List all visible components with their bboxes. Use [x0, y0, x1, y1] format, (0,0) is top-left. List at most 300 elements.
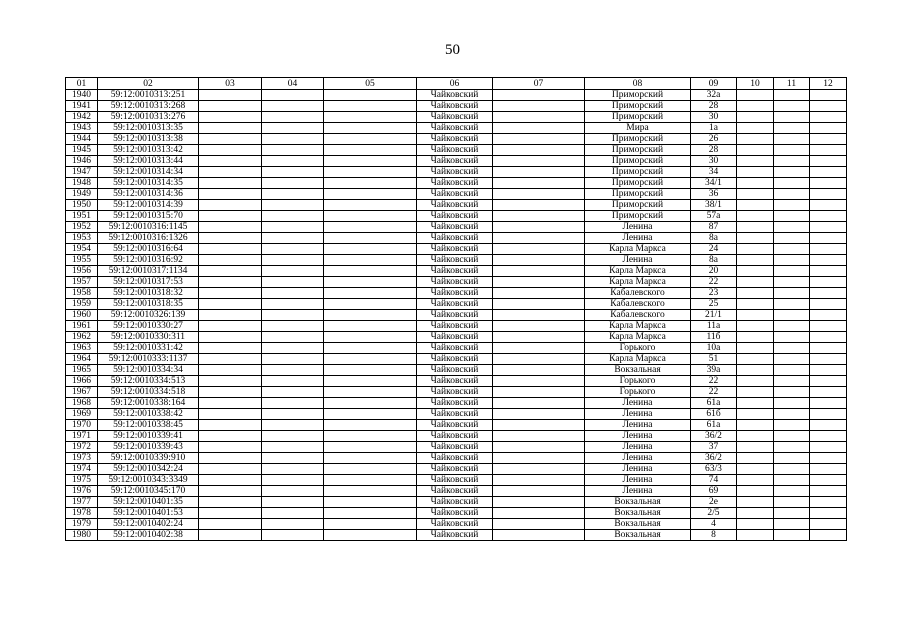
- col-10-cell: [737, 519, 774, 530]
- col-03-cell: [199, 255, 262, 266]
- col-05-cell: [324, 321, 417, 332]
- table-row: [66, 519, 847, 530]
- house-number-cell: 4: [691, 519, 737, 530]
- col-10-cell: [737, 321, 774, 332]
- col-05-cell: [324, 200, 417, 211]
- row-number-cell: 1959: [66, 299, 98, 310]
- cadastral-number-cell: 59:12:0010313:276: [98, 112, 199, 123]
- col-05-cell: [324, 409, 417, 420]
- col-10-cell: [737, 200, 774, 211]
- city-cell: Чайковский: [417, 442, 493, 453]
- col-03-cell: [199, 123, 262, 134]
- city-cell: Чайковский: [417, 519, 493, 530]
- col-12-cell: [810, 156, 847, 167]
- street-cell: Вокзальная: [585, 519, 691, 530]
- col-03-cell: [199, 321, 262, 332]
- col-03-cell: [199, 101, 262, 112]
- row-number-cell: 1980: [66, 530, 98, 541]
- street-cell: Мира: [585, 123, 691, 134]
- col-04-cell: [262, 222, 324, 233]
- cadastral-number-cell: 59:12:0010345:170: [98, 486, 199, 497]
- col-07-cell: [493, 464, 585, 475]
- street-cell: Ленина: [585, 486, 691, 497]
- table-row: [66, 211, 847, 222]
- col-04-cell: [262, 178, 324, 189]
- col-10-cell: [737, 343, 774, 354]
- cadastral-number-cell: 59:12:0010314:34: [98, 167, 199, 178]
- house-number-cell: 20: [691, 266, 737, 277]
- col-03-cell: [199, 90, 262, 101]
- col-10-cell: [737, 354, 774, 365]
- col-03-cell: [199, 398, 262, 409]
- col-11-cell: [774, 134, 810, 145]
- col-11-cell: [774, 387, 810, 398]
- row-number-cell: 1955: [66, 255, 98, 266]
- table-row: [66, 398, 847, 409]
- col-11-cell: [774, 431, 810, 442]
- col-04-cell: [262, 398, 324, 409]
- col-05-cell: [324, 145, 417, 156]
- col-12-cell: [810, 530, 847, 541]
- col-12-cell: [810, 123, 847, 134]
- col-07-cell: [493, 343, 585, 354]
- col-03-cell: [199, 475, 262, 486]
- col-05-cell: [324, 266, 417, 277]
- col-04-cell: [262, 156, 324, 167]
- col-05-cell: [324, 497, 417, 508]
- col-12-cell: [810, 134, 847, 145]
- col-11-cell: [774, 310, 810, 321]
- street-cell: Приморский: [585, 211, 691, 222]
- col-10-cell: [737, 167, 774, 178]
- house-number-cell: 11а: [691, 321, 737, 332]
- row-number-cell: 1956: [66, 266, 98, 277]
- street-cell: Горького: [585, 376, 691, 387]
- house-number-cell: 8а: [691, 233, 737, 244]
- col-04-cell: [262, 409, 324, 420]
- col-04-cell: [262, 376, 324, 387]
- street-cell: Вокзальная: [585, 497, 691, 508]
- col-04-cell: [262, 464, 324, 475]
- col-07-cell: [493, 519, 585, 530]
- street-cell: Ленина: [585, 409, 691, 420]
- col-10-cell: [737, 189, 774, 200]
- col-03-cell: [199, 354, 262, 365]
- row-number-cell: 1964: [66, 354, 98, 365]
- col-04-cell: [262, 200, 324, 211]
- house-number-cell: 25: [691, 299, 737, 310]
- city-cell: Чайковский: [417, 200, 493, 211]
- col-05-cell: [324, 288, 417, 299]
- col-10-cell: [737, 178, 774, 189]
- col-03-cell: [199, 310, 262, 321]
- house-number-cell: 21/1: [691, 310, 737, 321]
- street-cell: Ленина: [585, 475, 691, 486]
- col-12-cell: [810, 310, 847, 321]
- col-12-cell: [810, 112, 847, 123]
- cadastral-number-cell: 59:12:0010334:34: [98, 365, 199, 376]
- col-03-cell: [199, 134, 262, 145]
- table-row: [66, 167, 847, 178]
- col-03-cell: [199, 376, 262, 387]
- table-row: [66, 178, 847, 189]
- col-04-cell: [262, 530, 324, 541]
- column-header-02: 02: [98, 78, 199, 90]
- house-number-cell: 28: [691, 145, 737, 156]
- table-row: [66, 266, 847, 277]
- col-12-cell: [810, 222, 847, 233]
- col-11-cell: [774, 277, 810, 288]
- city-cell: Чайковский: [417, 354, 493, 365]
- col-11-cell: [774, 464, 810, 475]
- cadastral-number-cell: 59:12:0010313:35: [98, 123, 199, 134]
- col-10-cell: [737, 420, 774, 431]
- col-05-cell: [324, 365, 417, 376]
- house-number-cell: 36/2: [691, 453, 737, 464]
- col-10-cell: [737, 288, 774, 299]
- city-cell: Чайковский: [417, 134, 493, 145]
- table-row: [66, 464, 847, 475]
- row-number-cell: 1971: [66, 431, 98, 442]
- house-number-cell: 34: [691, 167, 737, 178]
- header-row: [66, 78, 847, 90]
- street-cell: Ленина: [585, 442, 691, 453]
- row-number-cell: 1975: [66, 475, 98, 486]
- col-03-cell: [199, 365, 262, 376]
- col-10-cell: [737, 442, 774, 453]
- col-10-cell: [737, 409, 774, 420]
- col-10-cell: [737, 497, 774, 508]
- col-12-cell: [810, 475, 847, 486]
- col-05-cell: [324, 222, 417, 233]
- house-number-cell: 2е: [691, 497, 737, 508]
- table-row: [66, 101, 847, 112]
- col-12-cell: [810, 244, 847, 255]
- col-11-cell: [774, 321, 810, 332]
- table-row: [66, 277, 847, 288]
- street-cell: Приморский: [585, 145, 691, 156]
- street-cell: Ленина: [585, 431, 691, 442]
- house-number-cell: 51: [691, 354, 737, 365]
- col-05-cell: [324, 299, 417, 310]
- col-04-cell: [262, 310, 324, 321]
- table-row: [66, 453, 847, 464]
- house-number-cell: 30: [691, 156, 737, 167]
- street-cell: Ленина: [585, 420, 691, 431]
- col-04-cell: [262, 101, 324, 112]
- house-number-cell: 32а: [691, 90, 737, 101]
- cadastral-number-cell: 59:12:0010339:41: [98, 431, 199, 442]
- col-12-cell: [810, 486, 847, 497]
- col-07-cell: [493, 310, 585, 321]
- col-07-cell: [493, 431, 585, 442]
- row-number-cell: 1965: [66, 365, 98, 376]
- row-number-cell: 1949: [66, 189, 98, 200]
- col-07-cell: [493, 156, 585, 167]
- col-07-cell: [493, 486, 585, 497]
- city-cell: Чайковский: [417, 189, 493, 200]
- cadastral-number-cell: 59:12:0010316:1145: [98, 222, 199, 233]
- street-cell: Карла Маркса: [585, 354, 691, 365]
- col-07-cell: [493, 277, 585, 288]
- col-03-cell: [199, 277, 262, 288]
- col-05-cell: [324, 134, 417, 145]
- cadastral-number-cell: 59:12:0010326:139: [98, 310, 199, 321]
- col-07-cell: [493, 332, 585, 343]
- col-10-cell: [737, 464, 774, 475]
- table-row: [66, 530, 847, 541]
- col-07-cell: [493, 112, 585, 123]
- col-07-cell: [493, 398, 585, 409]
- col-12-cell: [810, 277, 847, 288]
- col-12-cell: [810, 299, 847, 310]
- col-04-cell: [262, 277, 324, 288]
- col-03-cell: [199, 233, 262, 244]
- row-number-cell: 1969: [66, 409, 98, 420]
- col-11-cell: [774, 475, 810, 486]
- cadastral-number-cell: 59:12:0010401:35: [98, 497, 199, 508]
- table-row: [66, 354, 847, 365]
- col-10-cell: [737, 277, 774, 288]
- row-number-cell: 1952: [66, 222, 98, 233]
- street-cell: Приморский: [585, 101, 691, 112]
- col-11-cell: [774, 398, 810, 409]
- col-11-cell: [774, 420, 810, 431]
- city-cell: Чайковский: [417, 222, 493, 233]
- row-number-cell: 1966: [66, 376, 98, 387]
- col-12-cell: [810, 90, 847, 101]
- col-05-cell: [324, 332, 417, 343]
- col-07-cell: [493, 508, 585, 519]
- col-05-cell: [324, 431, 417, 442]
- city-cell: Чайковский: [417, 387, 493, 398]
- col-11-cell: [774, 101, 810, 112]
- street-cell: Приморский: [585, 112, 691, 123]
- col-11-cell: [774, 189, 810, 200]
- row-number-cell: 1943: [66, 123, 98, 134]
- house-number-cell: 87: [691, 222, 737, 233]
- house-number-cell: 61а: [691, 420, 737, 431]
- house-number-cell: 36: [691, 189, 737, 200]
- cadastral-number-cell: 59:12:0010334:518: [98, 387, 199, 398]
- street-cell: Вокзальная: [585, 508, 691, 519]
- col-03-cell: [199, 266, 262, 277]
- col-07-cell: [493, 222, 585, 233]
- col-04-cell: [262, 420, 324, 431]
- city-cell: Чайковский: [417, 277, 493, 288]
- col-05-cell: [324, 123, 417, 134]
- table-row: [66, 497, 847, 508]
- col-12-cell: [810, 211, 847, 222]
- col-10-cell: [737, 90, 774, 101]
- col-10-cell: [737, 387, 774, 398]
- col-03-cell: [199, 530, 262, 541]
- col-04-cell: [262, 90, 324, 101]
- col-11-cell: [774, 233, 810, 244]
- col-05-cell: [324, 101, 417, 112]
- cadastral-number-cell: 59:12:0010338:164: [98, 398, 199, 409]
- col-07-cell: [493, 145, 585, 156]
- table-row: [66, 134, 847, 145]
- street-cell: Вокзальная: [585, 530, 691, 541]
- col-11-cell: [774, 376, 810, 387]
- street-cell: Приморский: [585, 156, 691, 167]
- col-10-cell: [737, 508, 774, 519]
- col-10-cell: [737, 101, 774, 112]
- city-cell: Чайковский: [417, 310, 493, 321]
- col-04-cell: [262, 134, 324, 145]
- city-cell: Чайковский: [417, 376, 493, 387]
- city-cell: Чайковский: [417, 508, 493, 519]
- table-row: [66, 409, 847, 420]
- table-row: [66, 299, 847, 310]
- col-05-cell: [324, 277, 417, 288]
- col-07-cell: [493, 101, 585, 112]
- cadastral-number-cell: 59:12:0010313:42: [98, 145, 199, 156]
- col-07-cell: [493, 200, 585, 211]
- table-row: [66, 189, 847, 200]
- street-cell: Кабалевского: [585, 288, 691, 299]
- row-number-cell: 1950: [66, 200, 98, 211]
- col-04-cell: [262, 387, 324, 398]
- col-03-cell: [199, 299, 262, 310]
- street-cell: Карла Маркса: [585, 266, 691, 277]
- cadastral-number-cell: 59:12:0010343:3349: [98, 475, 199, 486]
- cadastral-number-cell: 59:12:0010316:92: [98, 255, 199, 266]
- col-04-cell: [262, 365, 324, 376]
- house-number-cell: 26: [691, 134, 737, 145]
- col-12-cell: [810, 431, 847, 442]
- street-cell: Приморский: [585, 167, 691, 178]
- city-cell: Чайковский: [417, 123, 493, 134]
- city-cell: Чайковский: [417, 343, 493, 354]
- col-12-cell: [810, 321, 847, 332]
- col-12-cell: [810, 178, 847, 189]
- house-number-cell: 34/1: [691, 178, 737, 189]
- table-row: [66, 442, 847, 453]
- cadastral-number-cell: 59:12:0010339:43: [98, 442, 199, 453]
- col-11-cell: [774, 123, 810, 134]
- street-cell: Приморский: [585, 90, 691, 101]
- col-07-cell: [493, 244, 585, 255]
- table-row: [66, 431, 847, 442]
- col-07-cell: [493, 453, 585, 464]
- col-03-cell: [199, 156, 262, 167]
- col-11-cell: [774, 145, 810, 156]
- city-cell: Чайковский: [417, 497, 493, 508]
- col-03-cell: [199, 519, 262, 530]
- cadastral-number-cell: 59:12:0010315:70: [98, 211, 199, 222]
- col-03-cell: [199, 387, 262, 398]
- street-cell: Приморский: [585, 178, 691, 189]
- col-04-cell: [262, 244, 324, 255]
- col-12-cell: [810, 365, 847, 376]
- col-10-cell: [737, 431, 774, 442]
- page-number: 50: [445, 42, 460, 58]
- city-cell: Чайковский: [417, 453, 493, 464]
- col-04-cell: [262, 519, 324, 530]
- col-11-cell: [774, 365, 810, 376]
- col-04-cell: [262, 332, 324, 343]
- col-03-cell: [199, 244, 262, 255]
- table-row: [66, 365, 847, 376]
- col-12-cell: [810, 288, 847, 299]
- city-cell: Чайковский: [417, 398, 493, 409]
- column-header-10: 10: [737, 78, 774, 90]
- col-11-cell: [774, 255, 810, 266]
- table-row: [66, 343, 847, 354]
- col-11-cell: [774, 486, 810, 497]
- cadastral-number-cell: 59:12:0010314:35: [98, 178, 199, 189]
- table-row: [66, 233, 847, 244]
- col-04-cell: [262, 123, 324, 134]
- street-cell: Кабалевского: [585, 299, 691, 310]
- col-03-cell: [199, 343, 262, 354]
- cadastral-number-cell: 59:12:0010316:1326: [98, 233, 199, 244]
- street-cell: Ленина: [585, 464, 691, 475]
- row-number-cell: 1947: [66, 167, 98, 178]
- col-10-cell: [737, 365, 774, 376]
- register-table: [65, 77, 847, 541]
- col-07-cell: [493, 123, 585, 134]
- column-header-09: 09: [691, 78, 737, 90]
- cadastral-number-cell: 59:12:0010314:36: [98, 189, 199, 200]
- table-row: [66, 112, 847, 123]
- col-05-cell: [324, 211, 417, 222]
- city-cell: Чайковский: [417, 321, 493, 332]
- row-number-cell: 1957: [66, 277, 98, 288]
- col-07-cell: [493, 442, 585, 453]
- col-05-cell: [324, 310, 417, 321]
- cadastral-number-cell: 59:12:0010313:44: [98, 156, 199, 167]
- col-07-cell: [493, 288, 585, 299]
- col-05-cell: [324, 244, 417, 255]
- col-05-cell: [324, 354, 417, 365]
- house-number-cell: 11б: [691, 332, 737, 343]
- col-12-cell: [810, 189, 847, 200]
- col-03-cell: [199, 453, 262, 464]
- street-cell: Вокзальная: [585, 365, 691, 376]
- street-cell: Горького: [585, 343, 691, 354]
- city-cell: Чайковский: [417, 112, 493, 123]
- col-05-cell: [324, 189, 417, 200]
- col-12-cell: [810, 332, 847, 343]
- row-number-cell: 1961: [66, 321, 98, 332]
- col-12-cell: [810, 420, 847, 431]
- city-cell: Чайковский: [417, 266, 493, 277]
- col-12-cell: [810, 442, 847, 453]
- street-cell: Ленина: [585, 255, 691, 266]
- city-cell: Чайковский: [417, 288, 493, 299]
- col-04-cell: [262, 299, 324, 310]
- col-12-cell: [810, 255, 847, 266]
- col-12-cell: [810, 266, 847, 277]
- col-07-cell: [493, 530, 585, 541]
- col-07-cell: [493, 321, 585, 332]
- col-11-cell: [774, 244, 810, 255]
- col-05-cell: [324, 112, 417, 123]
- col-11-cell: [774, 409, 810, 420]
- street-cell: Карла Маркса: [585, 277, 691, 288]
- col-03-cell: [199, 145, 262, 156]
- column-header-01: 01: [66, 78, 98, 90]
- col-04-cell: [262, 453, 324, 464]
- row-number-cell: 1948: [66, 178, 98, 189]
- city-cell: Чайковский: [417, 211, 493, 222]
- street-cell: Карла Маркса: [585, 244, 691, 255]
- col-11-cell: [774, 222, 810, 233]
- cadastral-number-cell: 59:12:0010331:42: [98, 343, 199, 354]
